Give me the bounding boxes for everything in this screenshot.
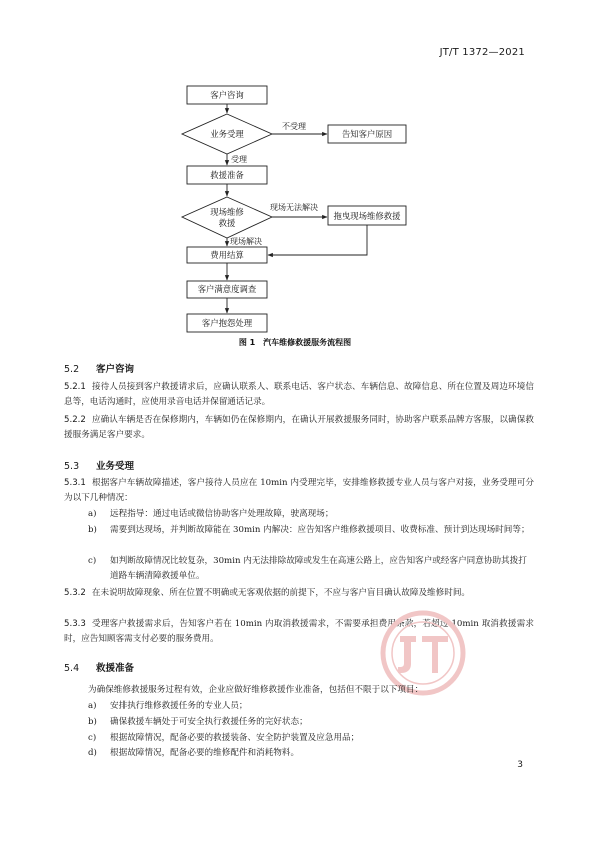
list-item-5-4-d: d) 根据故障情况，配备必要的维修配件和消耗物料。	[88, 748, 300, 758]
label-onsite-line2: 救援	[218, 218, 236, 228]
service-flowchart	[0, 0, 593, 352]
list-item-5-3-c: c) 如判断故障情况比较复杂，30min 内无法排除故障或发生在高速公路上，应告知客户或经客户同意协助其拨打道路车辆清障救援单位。	[88, 556, 527, 581]
label-consult: 客户咨询	[210, 90, 244, 100]
list-item-5-4-b: b) 确保救援车辆处于可安全执行救援任务的完好状态；	[88, 717, 308, 727]
paragraph-5-3-3: 5.3.3 受理客户救援需求后，告知客户若在 10min 内取消救援需求，不需要承担费用条款，若超过 10min 取消救援需求时，应告知顾客需支付必要的服务费用。	[64, 619, 534, 644]
page-number: 3	[517, 760, 523, 770]
label-onsite-line1: 现场维修	[210, 207, 244, 217]
list-item-5-3-b: b) 需要到达现场，并判断故障能在 30min 内解决：应告知客户维修救援项目、收费标准、预计到达现场时间等；	[88, 525, 530, 535]
list-item-5-4-a: a) 安排执行维修救援任务的专业人员；	[88, 701, 248, 711]
section-heading-5-4: 5.4 救援准备	[64, 663, 135, 674]
label-notify-reason: 告知客户原因	[341, 129, 393, 139]
list-item-5-4-c: c) 根据故障情况，配备必要的救援装备、安全防护装置及应急用品；	[88, 733, 360, 743]
edge-label-solved: 现场解决	[230, 237, 262, 246]
paragraph-5-4: 为确保维修救援服务过程有效，企业应做好维修救援作业准备，包括但不限于以下项目：	[88, 685, 424, 695]
label-settlement: 费用结算	[210, 250, 244, 260]
section-heading-5-3: 5.3 业务受理	[64, 461, 135, 472]
document-code: JT/T 1372—2021	[439, 47, 525, 58]
edge-label-not-accepted: 不受理	[282, 122, 306, 131]
paragraph-5-2-2: 5.2.2 应确认车辆是否在保修期内，车辆如仍在保修期内，在确认开展救援服务同时，协助客户联系品牌方客服，以确保救援服务满足客户要求。	[64, 415, 534, 440]
paragraph-5-2-1: 5.2.1 接待人员接到客户救援请求后，应确认联系人、联系电话、客户状态、车辆信息、故障信息、所在位置及周边环境信息等，电话沟通时，应使用录音电话并保留通话记录。	[64, 382, 534, 407]
paragraph-5-3-1: 5.3.1 根据客户车辆故障描述，客户接待人员应在 10min 内受理完毕，安排维修救援专业人员与客户对接，业务受理可分为以下几种情况：	[64, 478, 534, 503]
label-accept-decision: 业务受理	[210, 129, 244, 139]
list-item-5-3-a: a) 远程指导：通过电话或微信协助客户处理故障，驶离现场；	[88, 509, 334, 519]
edge-tow-settlement	[268, 225, 367, 255]
label-survey: 客户满意度调查	[197, 284, 257, 294]
paragraph-5-3-2: 5.3.2 在未说明故障现象、所在位置不明确或无客观依据的前提下，不应与客户盲目确认故障及维修时间。	[64, 588, 471, 598]
label-tow: 拖曳现场维修救援	[333, 211, 401, 221]
label-complaint: 客户抱怨处理	[201, 318, 253, 328]
section-heading-5-2: 5.2 客户咨询	[64, 364, 135, 375]
edge-label-accepted: 受理	[231, 155, 247, 164]
figure-caption: 图 1 汽车维修救援服务流程图	[238, 338, 352, 347]
label-prepare: 救援准备	[210, 170, 244, 180]
edge-label-cannot-solve: 现场无法解决	[270, 203, 318, 212]
